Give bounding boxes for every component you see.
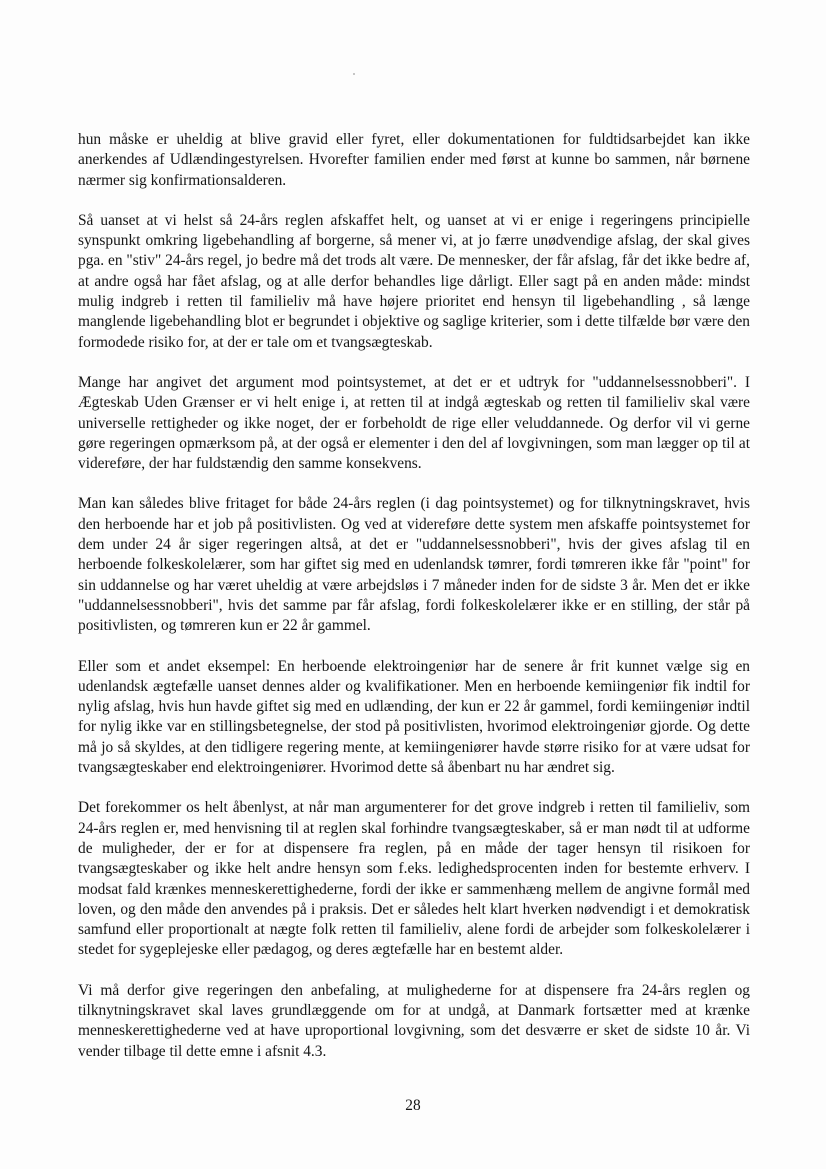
scan-speck — [353, 73, 355, 75]
paragraph-3: Mange har angivet det argument mod pointsystemet, at det er et udtryk for "uddannelsessnobberi". I Ægteskab Uden Grænser er vi helt enige i, at retten til at indgå ægteskab og retten til familieliv skal være universelle rettigheder og ikke noget, der er forbeholdt de rige eller veluddannede. Og derfor vil vi gerne gøre regeringen opmærksom på, at der også er elementer i den del af lovgivningen, som man lægger op til at videreføre, der har fuldstændig den samme konsekvens. — [78, 373, 750, 473]
paragraph-1: hun måske er uheldig at blive gravid eller fyret, eller dokumentationen for fuldtidsarbejdet kan ikke anerkendes af Udlændingestyrelsen. Hvorefter familien ender med først at kunne bo sammen, når børnene nærmer sig konfirmationsalderen. — [78, 131, 750, 189]
paragraph-5: Eller som et andet eksempel: En herboende elektroingeniør har de senere år frit kunnet vælge sig en udenlandsk ægtefælle uanset dennes alder og kvalifikationer. Men en herboende kemiingeniør fik indtil for nylig afslag, hvis hun havde giftet sig med en udlænding, der kun er 22 år gammel, fordi kemiingeniør indtil for nylig ikke var en stillingsbetegnelse, der stod på positivlisten, hvorimod elektroingeniør gjorde. Og dette må jo så skyldes, at den tidligere regering mente, at kemiingeniører havde større risiko for at være udsat for tvangsægteskaber end elektroingeniører. Hvorimod dette så åbenbart nu har ændret sig. — [78, 657, 750, 777]
body-text — [78, 130, 750, 1082]
paragraph-2: Så uanset at vi helst så 24-års reglen afskaffet helt, og uanset at vi er enige i regeringens principielle synspunkt omkring ligebehandling af borgerne, så mener vi, at jo færre unødvendige afslag, der skal gives pga. en "stiv" 24-års regel, jo bedre må det trods alt være. De mennesker, der får afslag, får det ikke bedre af, at andre også har fået afslag, og at alle derfor behandles lige dårligt. Eller sagt på en anden måde: mindst mulig indgreb i retten til familieliv må have højere prioritet end hensyn til ligebehandling , så længe manglende ligebehandling blot er begrundet i objektive og saglige kriterier, som i dette tilfælde bør være den formodede risiko for, at der er tale om et tvangsægteskab. — [78, 211, 750, 351]
paragraph-4: Man kan således blive fritaget for både 24-års reglen (i dag pointsystemet) og for tilknytningskravet, hvis den herboende har et job på positivlisten. Og ved at videreføre dette system men afskaffe pointsystemet for dem under 24 år siger regeringen altså, at det er "uddannelsessnobberi", hvis der gives afslag til en herboende folkeskolelærer, som har giftet sig med en udenlandsk tømrer, fordi tømreren ikke får "point" for sin uddannelse og har været uheldig at være arbejdsløs i 7 måneder inden for de sidste 3 år. Men det er ikke "uddannelsessnobberi", hvis det samme par får afslag, fordi folkeskolelærer ikke er en stilling, der står på positivlisten, og tømreren kun er 22 år gammel. — [78, 495, 750, 635]
paragraph-7: Vi må derfor give regeringen den anbefaling, at mulighederne for at dispensere fra 24-års reglen og tilknytningskravet skal laves grundlæggende om for at undgå, at Danmark fortsætter med at krænke menneskerettighederne ved at have uproportional lovgivning, som det desværre er sket de sidste 10 år. Vi vender tilbage til dette emne i afsnit 4.3. — [78, 981, 750, 1060]
page-number: 28 — [405, 1097, 421, 1114]
paragraph-6: Det forekommer os helt åbenlyst, at når man argumenterer for det grove indgreb i retten til familieliv, som 24-års reglen er, med henvisning til at reglen skal forhindre tvangsægteskaber, så er man nødt til at udforme de muligheder, der er for at dispensere fra reglen, på en måde der tager hensyn til risikoen for tvangsægteskaber og ikke helt andre hensyn som f.eks. ledighedsprocenten inden for bestemte erhverv. I modsat fald krænkes menneskerettighederne, fordi der ikke er sammenhæng mellem de angivne formål med loven, og den måde den anvendes på i praksis. Det er således helt klart hverken nødvendigt i et demokratisk samfund eller proportionalt at nægte folk retten til familieliv, alene fordi de arbejder som folkeskolelærer i stedet for sygeplejeske eller pædagog, og deres ægtefælle har en bestemt alder. — [78, 799, 750, 959]
